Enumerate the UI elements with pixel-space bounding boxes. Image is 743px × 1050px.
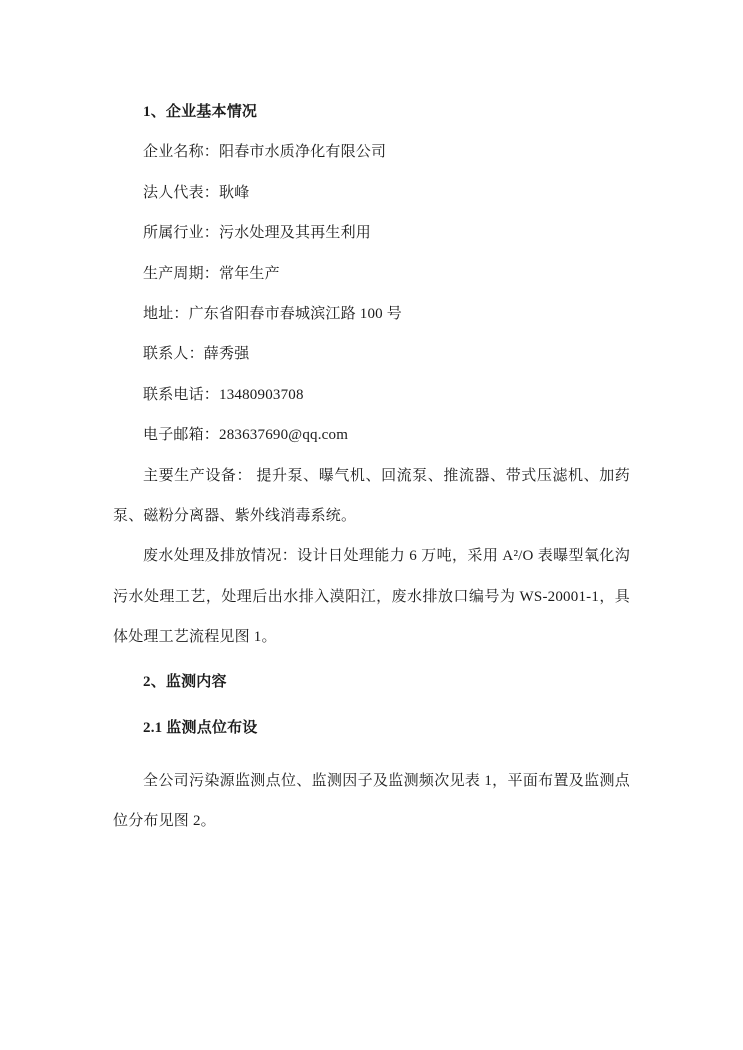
heading-company-basic-info: 1、企业基本情况 (143, 104, 258, 120)
heading-monitoring-points: 2.1 监测点位布设 (143, 720, 258, 737)
document-content (113, 92, 630, 841)
field-legal-representative: 法人代表：耿峰 (143, 184, 250, 201)
field-contact-person: 联系人：薛秀强 (143, 346, 250, 363)
field-address: 地址：广东省阳春市春城滨江路 100 号 (143, 306, 403, 323)
field-contact-phone: 联系电话：13480903708 (143, 386, 304, 403)
field-email: 电子邮箱：283637690@qq.com (143, 427, 349, 444)
para-wastewater-treatment: 废水处理及排放情况：设计日处理能力 6 万吨，采用 A²/O 表曝型氧化沟污水处理工艺，处理后出水排入漠阳江，废水排放口编号为 WS-20001-1，具体处理工艺流程见图 1。 (113, 548, 630, 646)
heading-monitoring-content: 2、监测内容 (143, 673, 227, 690)
field-production-cycle: 生产周期：常年生产 (143, 265, 280, 282)
field-company-name: 企业名称：阳春市水质净化有限公司 (143, 144, 387, 161)
para-monitoring-points-detail: 全公司污染源监测点位、监测因子及监测频次见表 1，平面布置及监测点位分布见图 2。 (113, 772, 630, 829)
para-main-equipment: 主要生产设备： 提升泵、曝气机、回流泵、推流器、带式压滤机、加药泵、磁粉分离器、紫外线消毒系统。 (113, 467, 630, 525)
field-industry: 所属行业：污水处理及其再生利用 (143, 225, 372, 242)
